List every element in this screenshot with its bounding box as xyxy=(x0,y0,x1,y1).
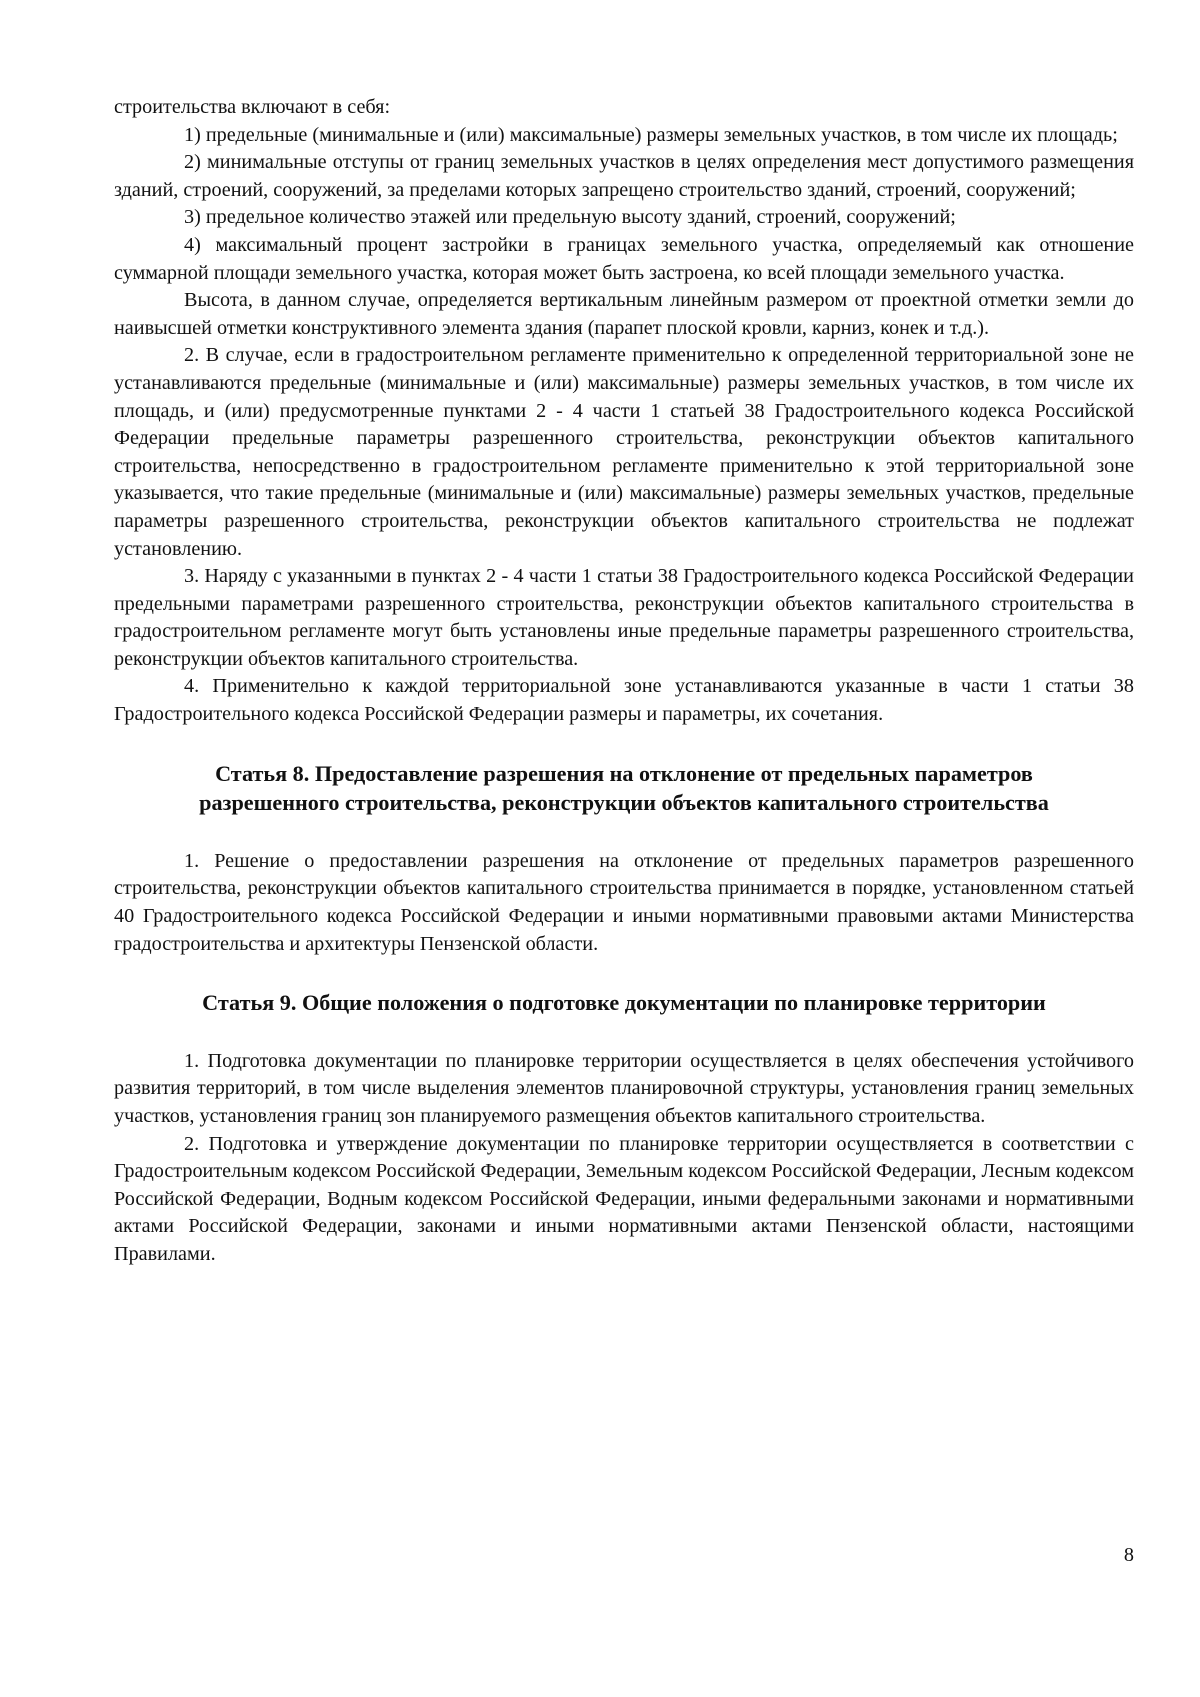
article-8-title-line-2: разрешенного строительства, реконструкции объектов капитального строительства xyxy=(199,790,1049,816)
height-note: Высота, в данном случае, определяется вертикальным линейным размером от проектной отметки земли до наивысшей отметки конструктивного элемента здания (парапет плоской кровли, карниз, конек и т.д.). xyxy=(114,289,1134,339)
article-9-paragraph-2: 2. Подготовка и утверждение документации по планировке территории осуществляется в соответствии с Градостроительным кодексом Российской Федерации, Земельным кодексом Российской Федерации, Лесным кодексом Российской Федерации, Водным кодексом Российской Федерации, иными федеральными законами и нормативными актами Российской Федерации, законами и иными нормативными актами Пензенской области, настоящими Правилами. xyxy=(114,1132,1134,1265)
document-page xyxy=(114,94,1134,1269)
page-number: 8 xyxy=(1123,1544,1134,1566)
intro-item-1: 1) предельные (минимальные и (или) максимальные) размеры земельных участков, в том числе их площадь; xyxy=(184,123,1118,146)
article-8-title-line-1: Статья 8. Предоставление разрешения на отклонение от предельных параметров xyxy=(215,760,1033,786)
article-8-heading xyxy=(114,759,1134,818)
point-2: 2. В случае, если в градостроительном регламенте применительно к определенной территориальной зоне не устанавливаются предельные (минимальные и (или) максимальные) размеры земельных участков, в том числе их площадь, и (или) предусмотренные пунктами 2 - 4 части 1 статьей 38 Градостроительного кодекса Российской Федерации предельные параметры разрешенного строительства, реконструкции объектов капитального строительства, непосредственно в градостроительном регламенте применительно к этой территориальной зоне указывается, что такие предельные (минимальные и (или) максимальные) размеры земельных участков, предельные параметры разрешенного строительства, реконструкции объектов капитального строительства не подлежат установлению. xyxy=(114,344,1134,560)
intro-item-2: 2) минимальные отступы от границ земельных участков в целях определения мест допустимого размещения зданий, строений, сооружений, за пределами которых запрещено строительство зданий, строений, сооружений; xyxy=(114,151,1134,201)
article-9-heading: Статья 9. Общие положения о подготовке документации по планировке территории xyxy=(202,990,1046,1016)
point-3: 3. Наряду с указанными в пунктах 2 - 4 части 1 статьи 38 Градостроительного кодекса Российской Федерации предельными параметрами разрешенного строительства, реконструкции объектов капитального строительства в градостроительном регламенте могут быть установлены иные предельные параметры разрешенного строительства, реконструкции объектов капитального строительства. xyxy=(114,565,1134,670)
article-9-paragraph-1: 1. Подготовка документации по планировке территории осуществляется в целях обеспечения устойчивого развития территорий, в том числе выделения элементов планировочной структуры, установления границ земельных участков, установления границ зон планируемого размещения объектов капитального строительства. xyxy=(114,1049,1134,1127)
intro-item-4: 4) максимальный процент застройки в границах земельного участка, определяемый как отношение суммарной площади земельного участка, которая может быть застроена, ко всей площади земельного участка. xyxy=(114,233,1134,284)
intro-continuation: строительства включают в себя: xyxy=(114,96,391,118)
article-8-paragraph-1: 1. Решение о предоставлении разрешения на отклонение от предельных параметров разрешенного строительства, реконструкции объектов капитального строительства принимается в порядке, установленном статьей 40 Градостроительного кодекса Российской Федерации и иными нормативными правовыми актами Министерства градостроительства и архитектуры Пензенской области. xyxy=(114,849,1134,955)
point-4: 4. Применительно к каждой территориальной зоне устанавливаются указанные в части 1 статьи 38 Градостроительного кодекса Российской Федерации размеры и параметры, их сочетания. xyxy=(114,675,1134,726)
intro-item-3: 3) предельное количество этажей или предельную высоту зданий, строений, сооружений; xyxy=(184,206,956,229)
